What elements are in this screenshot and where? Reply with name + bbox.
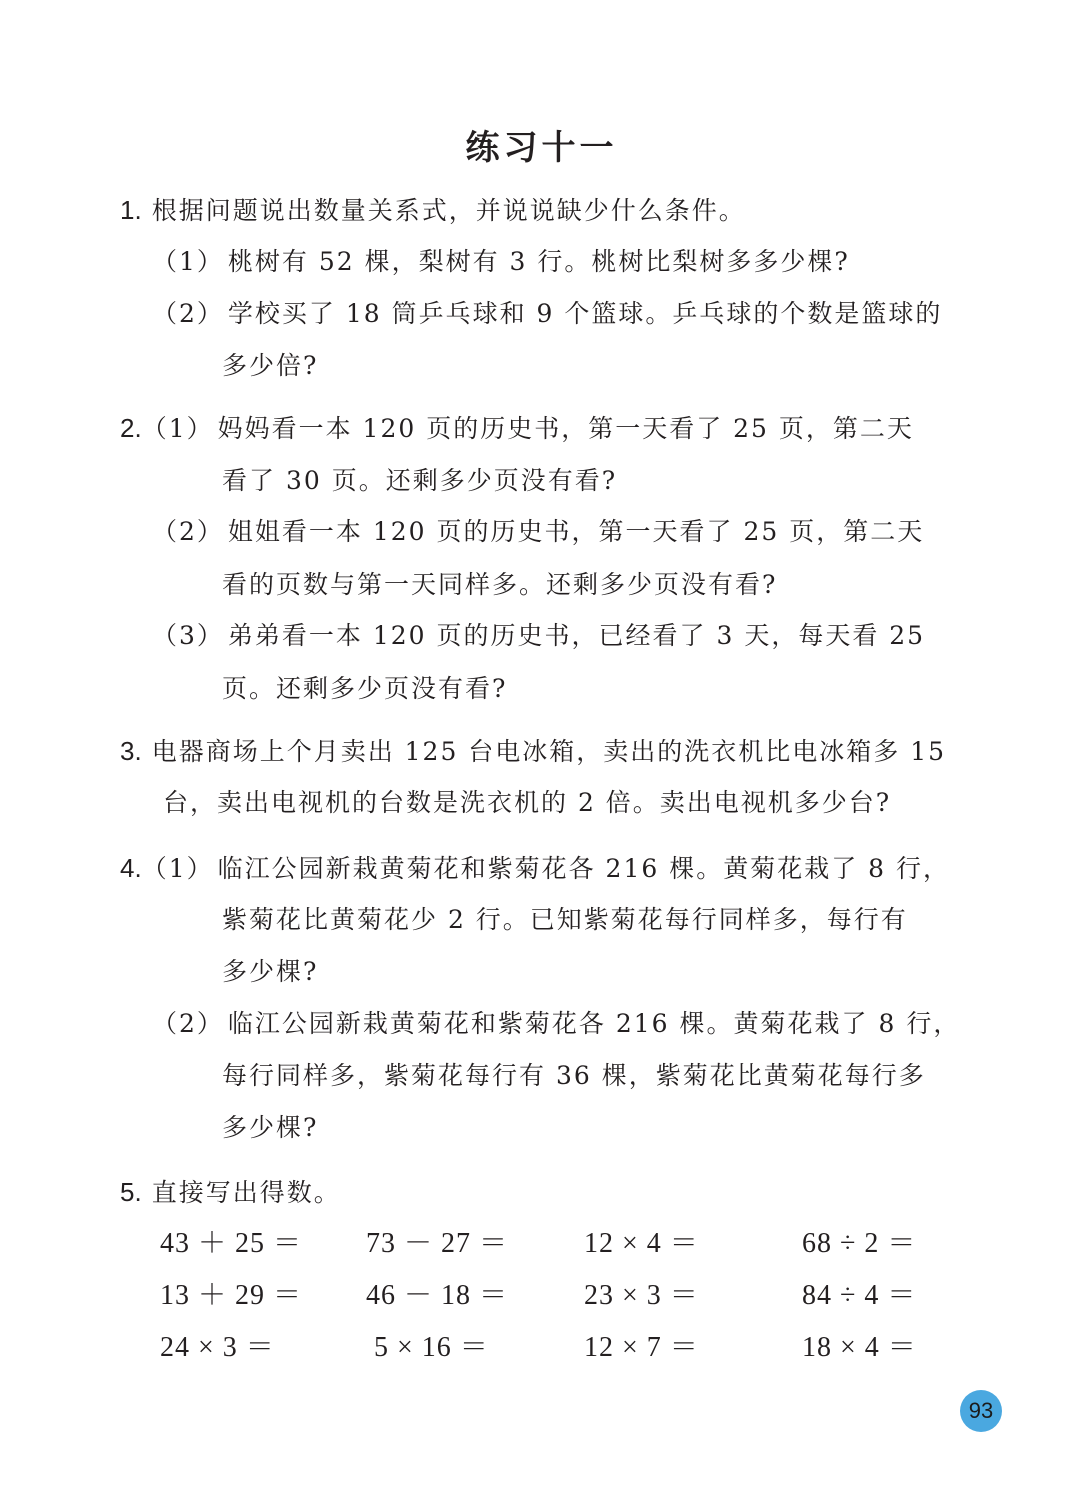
question-2-part-2	[152, 512, 924, 552]
part-label: （1）	[141, 414, 214, 443]
part-text: 临江公园新栽黄菊花和紫菊花各 216 棵。黄菊花栽了 8 行，	[227, 1009, 961, 1038]
part-label: （3）	[152, 621, 224, 650]
part-text: 临江公园新栽黄菊花和紫菊花各 216 棵。黄菊花栽了 8 行，	[217, 854, 951, 883]
question-number: 1.	[120, 195, 142, 225]
question-2-part-1-continued: 看了 30 页。还剩多少页没有看?	[222, 466, 618, 495]
page-number-badge: 93	[960, 1390, 1002, 1432]
calc-item: 24 × 3 ＝	[160, 1332, 275, 1363]
part-label: （2）	[152, 1009, 224, 1038]
question-1-part-2-continued: 多少倍?	[222, 351, 319, 380]
part-text: 姐姐看一本 120 页的历史书，第一天看了 25 页，第二天	[227, 517, 925, 546]
calc-item: 5 × 16 ＝	[366, 1332, 489, 1363]
calc-item: 12 × 7 ＝	[584, 1332, 699, 1363]
calc-item: 68 ÷ 2 ＝	[802, 1228, 917, 1259]
part-label: （2）	[152, 299, 224, 328]
question-number: 2.	[120, 413, 142, 443]
question-text: 根据问题说出数量关系式，并说说缺少什么条件。	[151, 196, 746, 225]
question-4-part-2	[152, 1004, 960, 1044]
part-text: 桃树有 52 棵，梨树有 3 行。桃树比梨树多多少棵?	[227, 247, 850, 276]
part-label: （2）	[152, 517, 224, 546]
question-number: 4.	[120, 853, 142, 883]
question-number: 3.	[120, 736, 142, 766]
question-2-part-1	[120, 408, 914, 449]
question-2-part-2-continued: 看的页数与第一天同样多。还剩多少页没有看?	[222, 570, 778, 599]
calc-item: 84 ÷ 4 ＝	[802, 1280, 917, 1311]
question-1-part-1	[152, 242, 850, 282]
calc-item: 12 × 4 ＝	[584, 1228, 699, 1259]
calc-item: 46 － 18 ＝	[366, 1280, 509, 1311]
part-text: 妈妈看一本 120 页的历史书，第一天看了 25 页，第二天	[217, 414, 914, 443]
calc-item: 23 × 3 ＝	[584, 1280, 699, 1311]
question-number: 5.	[120, 1177, 142, 1207]
question-1-part-2	[152, 294, 942, 334]
question-1	[120, 190, 746, 231]
calc-item: 43 ＋ 25 ＝	[160, 1228, 303, 1259]
question-text: 直接写出得数。	[151, 1178, 341, 1207]
question-4-part-1	[120, 848, 950, 889]
calc-item: 18 × 4 ＝	[802, 1332, 917, 1363]
question-5	[120, 1172, 341, 1213]
question-3	[120, 731, 946, 772]
question-2-part-3-continued: 页。还剩多少页没有看?	[222, 674, 508, 703]
part-text: 学校买了 18 筒乒乓球和 9 个篮球。乒乓球的个数是篮球的	[227, 299, 943, 328]
part-label: （1）	[152, 247, 224, 276]
part-label: （1）	[141, 854, 214, 883]
calc-item: 13 ＋ 29 ＝	[160, 1280, 303, 1311]
question-2-part-3	[152, 616, 925, 656]
question-4-part-1-continued: 紫菊花比黄菊花少 2 行。已知紫菊花每行同样多，每行有	[222, 905, 908, 934]
question-4-part-2-continued-2: 多少棵?	[222, 1113, 319, 1142]
question-3-continued: 台，卖出电视机的台数是洗衣机的 2 倍。卖出电视机多少台?	[163, 788, 892, 817]
calc-item: 73 － 27 ＝	[366, 1228, 509, 1259]
question-text: 电器商场上个月卖出 125 台电冰箱，卖出的洗衣机比电冰箱多 15	[151, 737, 947, 766]
question-4-part-2-continued: 每行同样多，紫菊花每行有 36 棵，紫菊花比黄菊花每行多	[222, 1061, 926, 1090]
question-4-part-1-continued-2: 多少棵?	[222, 957, 319, 986]
page-title: 练习十一	[465, 128, 618, 168]
part-text: 弟弟看一本 120 页的历史书，已经看了 3 天，每天看 25	[227, 621, 926, 650]
